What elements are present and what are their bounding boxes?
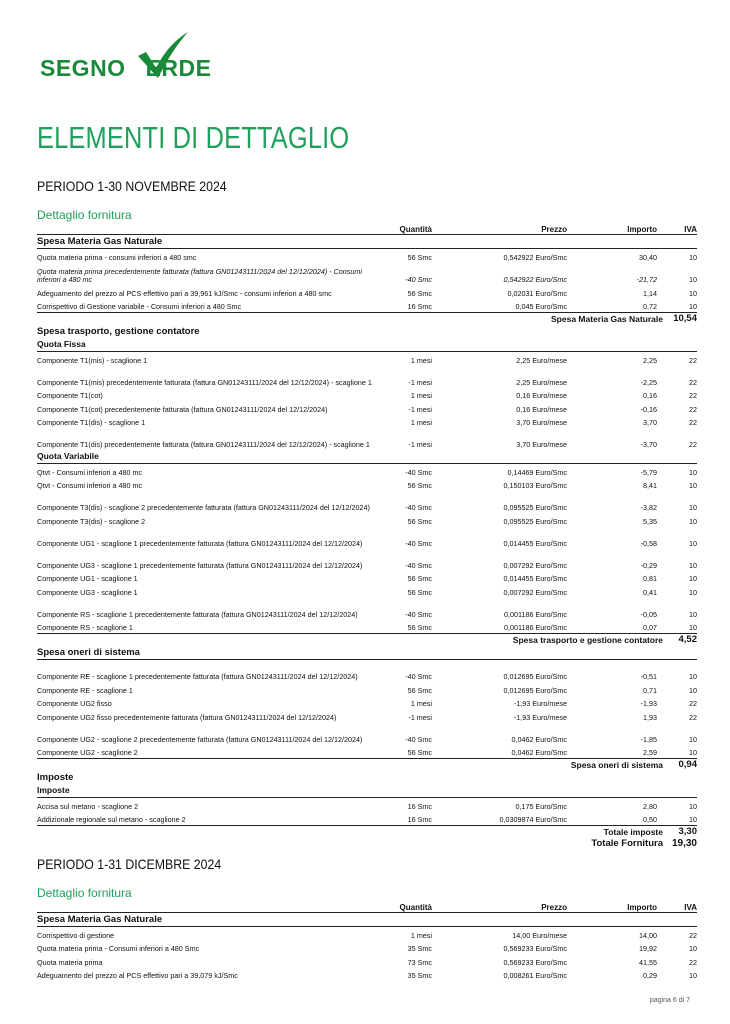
row-price: 0,007292 Euro/Smc [503,587,567,597]
row-description: Componente UG2 - scaglione 2 precedentemente fatturata (fattura GN01243111/2024 del 12/12/2024) [37,734,363,744]
row-price: -1,93 Euro/mese [513,699,567,708]
header-amount: Importo [627,902,657,912]
section-total [37,758,697,771]
row-description: Componente T3(dis) - scaglione 2 [37,516,146,526]
row-quantity: 56 Smc [407,574,432,583]
header-quantity: Quantità [399,225,432,234]
row-amount: 0,16 [643,391,657,400]
row-description: Componente UG2 fisso [37,699,112,708]
row-vat: 22 [689,391,697,400]
header-vat: IVA [684,902,697,912]
row-quantity: 56 Smc [407,288,432,298]
detail-label: Dettaglio fornitura [37,885,132,900]
row-quantity: -1 mesi [408,377,432,387]
row-vat: 10 [689,587,697,597]
header-amount: Importo [627,225,657,234]
row-vat: 10 [689,748,697,757]
row-vat: 22 [689,440,697,449]
row-description: Componente UG3 - scaglione 1 [37,587,138,597]
row-quantity: 16 Smc [407,801,432,811]
row-amount: 1,14 [643,288,657,298]
row-amount: 5,35 [643,516,657,526]
row-description: Componente RS - scaglione 1 [37,623,133,632]
row-description: Quota materia prima - consumi inferiori a 480 smc [37,253,197,262]
row-price: 0,0462 Euro/Smc [511,734,567,744]
row-description: Componente T1(mis) - scaglione 1 [37,355,148,365]
row-quantity: 1 mesi [410,391,432,400]
row-description: Componente T3(dis) - scaglione 2 precedentemente fatturata (fattura GN01243111/2024 del 12/12/2024) [37,503,370,512]
row-amount: -0,58 [640,538,657,548]
row-amount: -3,70 [640,440,657,449]
row-quantity: 56 Smc [407,516,432,526]
row-description: Componente UG2 fisso precedentemente fatturata (fattura GN01243111/2024 del 12/12/2024) [37,712,337,722]
row-price: 0,001186 Euro/Smc [504,623,567,632]
section-total [37,312,697,325]
row-price: 0,007292 Euro/Smc [503,560,567,570]
row-vat: 10 [689,538,697,548]
table-row [37,619,697,633]
table-row [37,352,697,366]
row-amount: 0,50 [643,815,657,824]
section-total-value: 4,52 [678,633,697,645]
grand-total-label: Totale Fornitura [591,837,663,849]
grand-total-value: 19,30 [671,837,697,849]
row-quantity: 1 mesi [410,418,432,427]
row-amount: 0,07 [643,623,657,632]
table-row [37,401,697,415]
row-price: 14,00 Euro/mese [512,930,567,940]
row-amount: 0,41 [643,587,657,597]
row-price: 0,569233 Euro/Smc [503,944,567,953]
table-row [37,954,697,968]
row-description: Componente UG1 - scaglione 1 [37,574,138,583]
row-price: -1,93 Euro/mese [513,712,567,722]
row-quantity: -40 Smc [405,538,432,548]
row-price: 0,095525 Euro/Smc [503,503,567,512]
row-vat: 10 [689,467,697,477]
row-quantity: -40 Smc [405,467,432,477]
row-description: Componente UG2 - scaglione 2 [37,748,138,757]
row-price: 0,150103 Euro/Smc [503,481,567,490]
table-row [37,682,697,696]
row-amount: 19,92 [639,944,657,953]
table-row [37,513,697,527]
row-amount: -0,29 [640,560,657,570]
row-price: 0,014455 Euro/Smc [503,538,567,548]
row-price: 3,70 Euro/mese [516,440,567,449]
row-description: Adeguamento del prezzo al PCS effettivo pari a 39,079 kJ/Smc [37,971,238,980]
row-vat: 10 [689,623,697,632]
section-total-value: 0,94 [678,758,697,770]
section-title: Spesa Materia Gas Naturale [37,913,697,927]
period-title: PERIODO 1-31 DICEMBRE 2024 [37,855,222,872]
row-amount: 0,72 [643,302,657,311]
row-vat: 10 [689,481,697,490]
row-amount: 30,40 [639,253,657,262]
row-amount: -3,82 [640,503,657,512]
row-amount: -0,05 [640,609,657,619]
row-amount: 8,41 [643,481,657,490]
table-row [37,584,697,598]
table-row [37,298,697,312]
row-amount: 1,93 [643,712,657,722]
row-amount: 0,29 [643,971,657,980]
row-description: Qtvt - Consumi inferiori a 480 mc [37,467,143,477]
row-amount: -21,72 [636,275,657,284]
section-title: Spesa oneri di sistema [37,646,697,660]
row-vat: 10 [689,971,697,980]
row-price: 2,25 Euro/mese [516,355,567,365]
header-price: Prezzo [541,225,567,234]
row-amount: 0,71 [643,685,657,695]
row-description: Quota materia prima [37,957,103,967]
row-vat: 22 [689,377,697,387]
row-description: Quota materia prima - Consumi inferiori a 480 Smc [37,944,200,953]
row-vat: 22 [689,957,697,967]
row-price: 0,16 Euro/mese [516,391,567,400]
row-vat: 10 [689,609,697,619]
row-amount: 2,80 [643,801,657,811]
table-row [37,428,697,450]
row-amount: -2,25 [640,377,657,387]
row-vat: 10 [689,801,697,811]
row-vat: 10 [689,685,697,695]
row-price: 0,012695 Euro/Smc [503,685,567,695]
table-row [37,967,697,981]
table-row [37,798,697,812]
row-description: Componente RS - scaglione 1 precedentemente fatturata (fattura GN01243111/2024 del 12/12/2024) [37,609,358,619]
row-quantity: 56 Smc [407,623,432,632]
row-vat: 10 [689,275,697,284]
section-total [37,633,697,646]
row-description: Corrispettivo di Gestione variabile - Consumi inferiori a 480 Smc [37,302,242,311]
header-price: Prezzo [541,902,567,912]
row-quantity: -40 Smc [405,609,432,619]
header-spacer [37,233,382,234]
row-amount: -1,93 [640,699,657,708]
row-vat: 22 [689,355,697,365]
row-description: Componente UG1 - scaglione 1 precedentemente fatturata (fattura GN01243111/2024 del 12/12/2024) [37,538,363,548]
header-spacer [37,911,382,912]
row-quantity: 56 Smc [407,748,432,757]
section-total-value: 10,54 [673,312,697,324]
page-number: pagina 6 di 7 [649,997,690,1004]
row-vat: 10 [689,672,697,681]
row-amount: 2,25 [643,355,657,365]
section-total-label: Spesa oneri di sistema [570,759,663,770]
row-quantity: 56 Smc [407,253,432,262]
section-total-label: Totale imposte [603,826,663,837]
row-vat: 22 [689,699,697,708]
row-description: Qtvt - Consumi inferiori a 480 mc [37,481,143,490]
subsection-title: Imposte [37,784,697,798]
row-amount: 41,55 [639,957,657,967]
table-row [37,570,697,584]
row-quantity: 1 mesi [410,355,432,365]
row-vat: 10 [689,815,697,824]
row-vat: 10 [689,503,697,512]
row-price: 0,542922 Euro/Smc [503,253,567,262]
row-quantity: 56 Smc [407,587,432,597]
table-row [37,365,697,387]
row-description: Componente RE - scaglione 1 [37,685,133,695]
detail-content [37,176,697,981]
row-price: 0,16 Euro/mese [516,404,567,414]
section-total-label: Spesa Materia Gas Naturale [551,313,663,324]
row-price: 0,008261 Euro/Smc [503,971,567,980]
row-quantity: -40 Smc [405,672,432,681]
row-price: 0,0462 Euro/Smc [511,748,567,757]
table-row [37,387,697,401]
section-total-value: 3,30 [678,825,697,837]
row-quantity: -1 mesi [408,712,432,722]
row-vat: 10 [689,734,697,744]
row-price: 0,001186 Euro/Smc [504,609,567,619]
row-vat: 10 [689,253,697,262]
row-quantity: 16 Smc [407,302,432,311]
row-description: Accisa sul metano - scaglione 2 [37,801,139,811]
row-amount: 3,70 [643,418,657,427]
row-description: Adeguamento del prezzo al PCS effettivo pari a 39,961 kJ/Smc - consumi inferiori a 480 smc [37,288,332,298]
subsection-title: Quota Fissa [37,338,697,352]
table-row [37,548,697,570]
row-amount: 14,00 [639,930,657,940]
table-header [37,900,697,913]
row-quantity: 1 mesi [410,699,432,708]
row-description: Quota materia prima precedentemente fatturata (fattura GN01243111/2024 del 12/12/2024) - Consumi inferiori a 480 mc [37,266,362,284]
row-description: Componente T1(mis) precedentemente fatturata (fattura GN01243111/2024 del 12/12/2024) - scaglione 1 [37,377,372,387]
row-price: 0,045 Euro/Smc [515,302,567,311]
row-price: 0,542922 Euro/Smc [503,275,567,284]
table-row [37,263,697,285]
table-header [37,222,697,235]
row-vat: 22 [689,930,697,940]
row-vat: 10 [689,560,697,570]
subsection-title: Quota Variabile [37,450,697,464]
table-row [37,709,697,723]
row-quantity: -40 Smc [405,275,432,284]
row-amount: 2,59 [643,748,657,757]
row-amount: -5,79 [640,467,657,477]
table-row [37,526,697,548]
row-description: Componente T1(dis) precedentemente fatturata (fattura GN01243111/2024 del 12/12/2024) - scaglione 1 [37,440,370,449]
row-vat: 22 [689,712,697,722]
row-description: Componente UG3 - scaglione 1 precedentemente fatturata (fattura GN01243111/2024 del 12/12/2024) [37,560,363,570]
row-price: 2,25 Euro/mese [516,377,567,387]
row-price: 0,175 Euro/Smc [515,801,567,811]
row-description: Componente RE - scaglione 1 precedentemente fatturata (fattura GN01243111/2024 del 12/12/2024) [37,672,358,681]
row-quantity: -40 Smc [405,560,432,570]
table-row [37,464,697,478]
row-amount: -0,16 [640,404,657,414]
table-row [37,477,697,491]
row-price: 3,70 Euro/mese [516,418,567,427]
table-row [37,660,697,682]
row-quantity: 35 Smc [407,971,432,980]
period-title: PERIODO 1-30 NOVEMBRE 2024 [37,178,227,194]
row-quantity: 1 mesi [410,930,432,940]
row-price: 0,0309874 Euro/Smc [499,815,567,824]
row-amount: -1,85 [640,734,657,744]
section-total [37,825,697,838]
row-description: Componente T1(cot) [37,391,103,400]
header-quantity: Quantità [399,902,432,912]
row-quantity: 73 Smc [407,957,432,967]
section-title: Spesa Materia Gas Naturale [37,235,697,249]
row-quantity: -1 mesi [408,404,432,414]
table-row [37,597,697,619]
row-amount: 0,81 [643,574,657,583]
row-description: Componente T1(cot) precedentemente fatturata (fattura GN01243111/2024 del 12/12/2024) [37,404,328,414]
section-total-label: Spesa trasporto e gestione contatore [512,634,663,645]
table-row [37,249,697,263]
row-price: 0,569233 Euro/Smc [503,957,567,967]
row-quantity: 35 Smc [407,944,432,953]
row-vat: 10 [689,302,697,311]
row-description: Addizionale regionale sul metano - scaglione 2 [37,815,186,824]
row-amount: -0,51 [640,672,657,681]
row-price: 0,012695 Euro/Smc [503,672,567,681]
row-vat: 22 [689,418,697,427]
row-vat: 10 [689,944,697,953]
table-row [37,414,697,428]
table-row [37,695,697,709]
table-row [37,927,697,941]
row-price: 0,14469 Euro/Smc [507,467,567,477]
checkmark-icon [132,30,192,80]
row-price: 0,02031 Euro/Smc [507,288,567,298]
table-row [37,940,697,954]
row-quantity: -40 Smc [405,734,432,744]
brand-logo [40,30,230,82]
row-quantity: 16 Smc [407,815,432,824]
grand-total [37,838,697,850]
section-title: Imposte [37,771,74,783]
table-row [37,491,697,513]
row-description: Componente T1(dis) - scaglione 1 [37,418,146,427]
row-quantity: -1 mesi [408,440,432,449]
row-price: 0,014455 Euro/Smc [503,574,567,583]
table-row [37,811,697,825]
row-quantity: 56 Smc [407,685,432,695]
row-description: Corrispettivo di gestione [37,930,115,940]
row-quantity: -40 Smc [405,503,432,512]
row-vat: 22 [689,404,697,414]
detail-label: Dettaglio fornitura [37,208,132,222]
row-vat: 10 [689,516,697,526]
logo-wordmark: SEGNO ERDE [40,55,212,81]
row-quantity: 56 Smc [407,481,432,490]
row-vat: 10 [689,574,697,583]
table-row [37,744,697,758]
table-row [37,285,697,299]
row-price: 0,095525 Euro/Smc [503,516,567,526]
table-row [37,722,697,744]
header-vat: IVA [684,225,697,234]
section-title: Spesa trasporto, gestione contatore [37,325,200,337]
page-title: ELEMENTI DI DETTAGLIO [37,120,350,155]
row-vat: 10 [689,288,697,298]
